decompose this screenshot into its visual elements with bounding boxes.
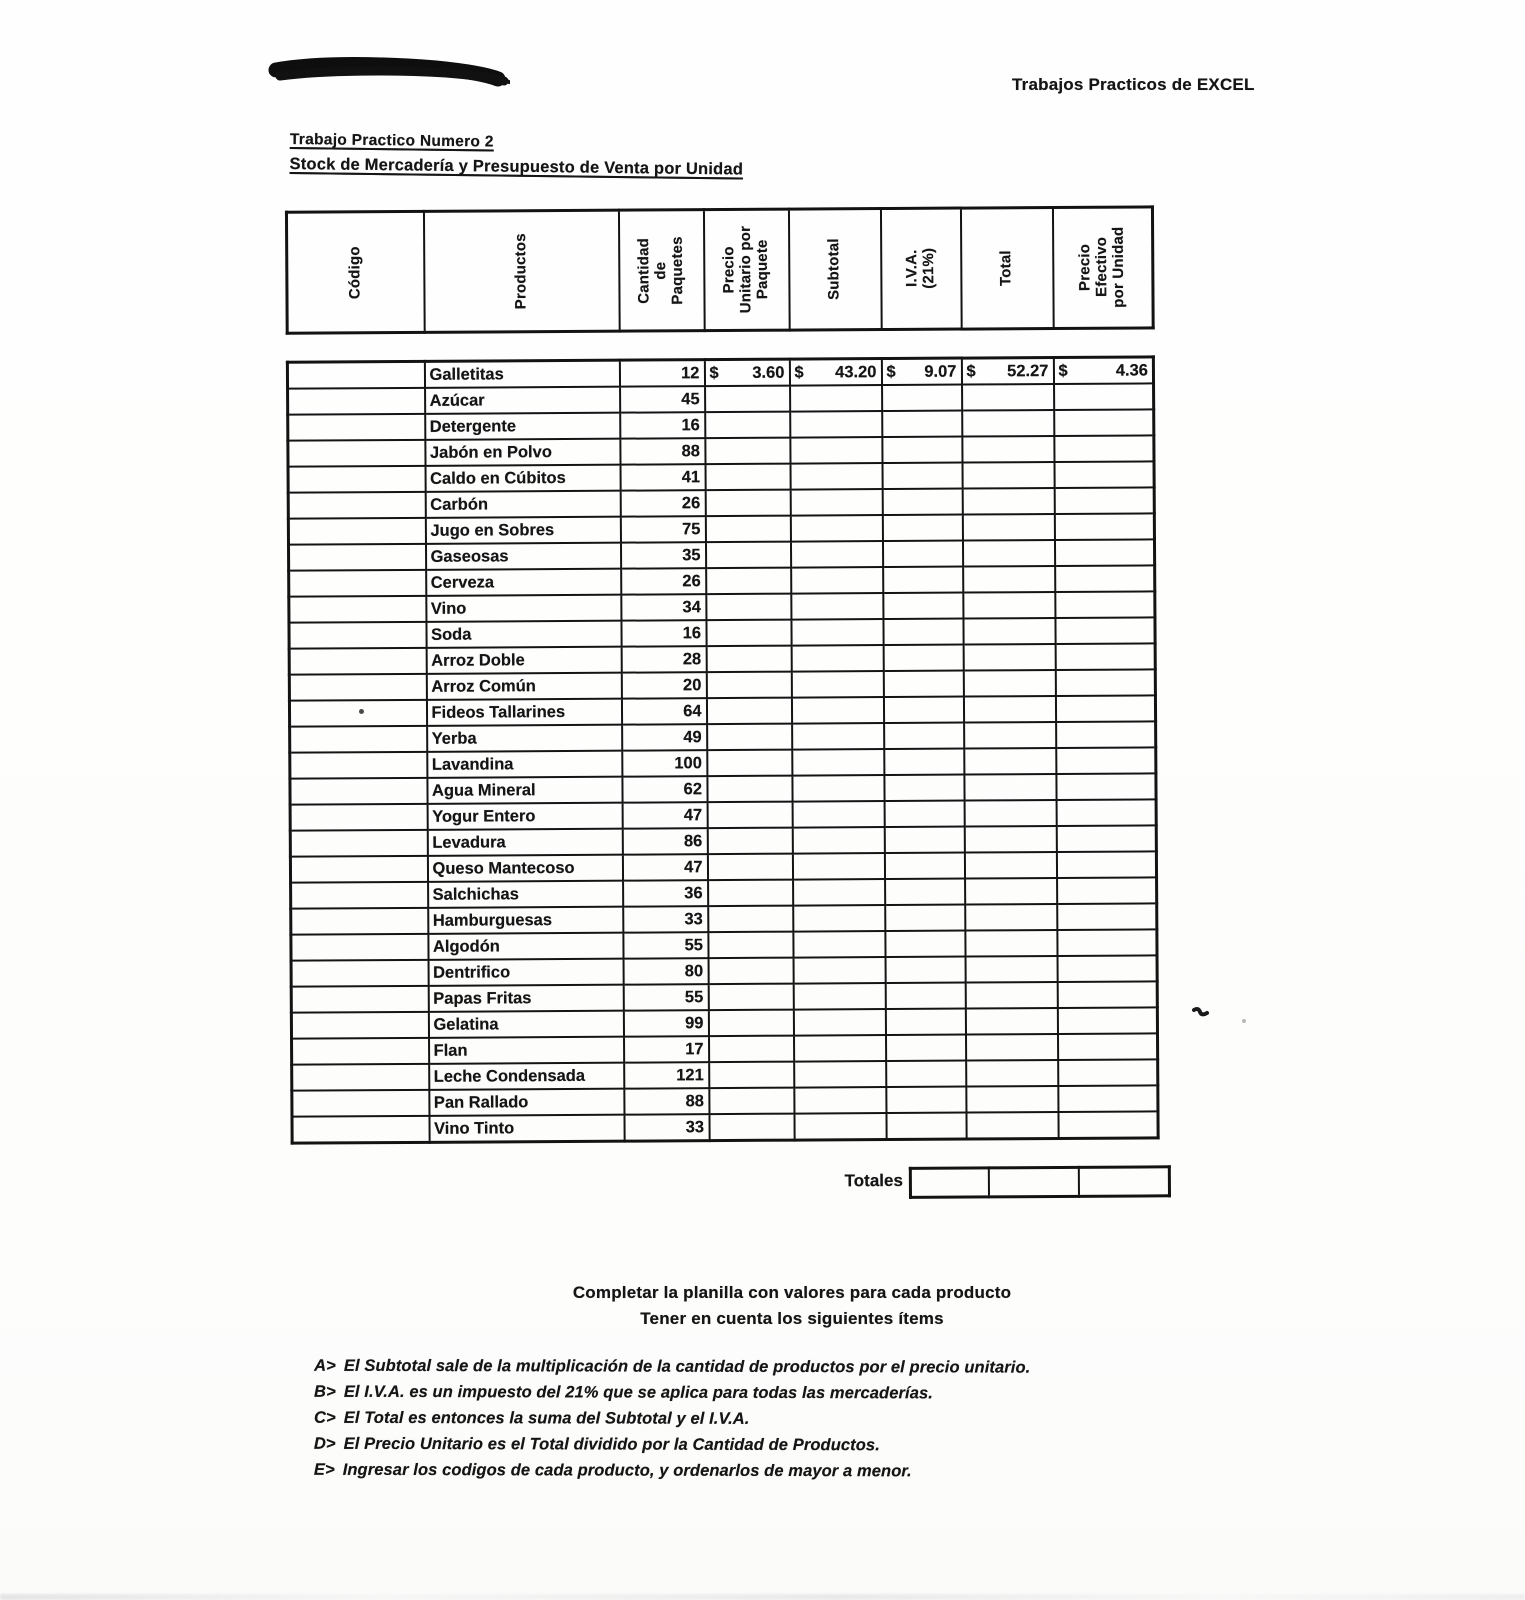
totales-precio-cell <box>1079 1167 1170 1197</box>
precio-efectivo-cell <box>1056 825 1156 852</box>
instruction-item <box>314 1353 1274 1382</box>
codigo-cell <box>292 1116 429 1143</box>
total-cell <box>966 1060 1058 1087</box>
iva-cell <box>882 437 962 463</box>
cantidad-cell: 47 <box>622 854 707 881</box>
subtotal-cell <box>791 645 883 672</box>
producto-cell: Arroz Común <box>426 673 621 700</box>
iva-cell <box>883 619 963 645</box>
iva-cell <box>884 827 964 853</box>
precio-efectivo-cell <box>1058 1111 1158 1138</box>
iva-cell <box>882 385 962 411</box>
producto-cell: Detergente <box>425 413 620 440</box>
total-cell <box>965 956 1057 983</box>
subtotal-cell <box>790 411 882 438</box>
cantidad-cell: 28 <box>621 646 706 673</box>
iva-cell: $ 9.07 <box>881 358 961 385</box>
subtotal-cell <box>792 801 884 828</box>
precio-unitario-cell <box>706 594 791 621</box>
producto-cell: Hamburguesas <box>428 907 623 934</box>
subtotal-cell <box>790 515 882 542</box>
precio-unitario-cell <box>705 438 790 465</box>
cantidad-cell: 34 <box>621 594 706 621</box>
codigo-cell <box>290 856 427 883</box>
producto-cell: Soda <box>426 621 621 648</box>
codigo-cell <box>292 1064 429 1091</box>
codigo-cell <box>291 986 428 1013</box>
iva-cell <box>883 697 963 723</box>
producto-cell: Carbón <box>425 491 620 518</box>
codigo-cell <box>291 908 428 935</box>
total-cell <box>963 592 1055 619</box>
total-cell <box>964 722 1056 749</box>
subtotal-cell <box>791 671 883 698</box>
iva-cell <box>882 463 962 489</box>
precio-efectivo-cell <box>1057 955 1157 982</box>
total-cell <box>964 800 1056 827</box>
codigo-cell <box>288 388 425 415</box>
producto-cell: Gelatina <box>428 1011 623 1038</box>
precio-efectivo-cell <box>1057 929 1157 956</box>
cantidad-cell: 17 <box>624 1036 709 1063</box>
total-cell <box>965 878 1057 905</box>
producto-cell: Vino Tinto <box>429 1115 624 1143</box>
precio-efectivo-cell <box>1058 1059 1158 1086</box>
cantidad-cell: 20 <box>621 672 706 699</box>
codigo-cell <box>289 596 426 623</box>
subtotal-cell <box>793 957 885 984</box>
precio-efectivo-cell <box>1056 721 1156 748</box>
precio-efectivo-cell <box>1054 435 1154 462</box>
iva-cell <box>884 853 964 879</box>
precio-efectivo-cell <box>1055 617 1155 644</box>
precio-unitario-cell <box>707 776 792 803</box>
instruction-item <box>314 1405 1274 1434</box>
cantidad-cell: 45 <box>620 386 705 413</box>
cantidad-cell: 33 <box>623 906 708 933</box>
subtotal-cell <box>792 775 884 802</box>
precio-unitario-cell <box>705 516 790 543</box>
iva-cell <box>883 593 963 619</box>
precio-unitario-cell <box>708 1010 793 1037</box>
document-series-title: Trabajos Practicos de EXCEL <box>1012 75 1255 94</box>
total-cell <box>962 540 1054 567</box>
precio-unitario-cell <box>708 984 793 1011</box>
instruction-text: El Subtotal sale de la multiplicación de la cantidad de productos por el precio unitario. <box>343 1356 1031 1377</box>
subtotal-cell <box>791 593 883 620</box>
total-cell <box>962 462 1054 489</box>
precio-efectivo-cell <box>1054 513 1154 540</box>
instruction-item <box>314 1379 1274 1408</box>
subtotal-cell <box>792 749 884 776</box>
codigo-cell <box>290 778 427 805</box>
cantidad-cell: 55 <box>623 984 708 1011</box>
col-header-precio-unitario: Precio Unitario por Paquete <box>703 209 789 331</box>
iva-cell <box>882 411 962 437</box>
subtotal-cell <box>790 385 882 412</box>
codigo-cell <box>291 934 428 961</box>
table-row <box>292 1111 1158 1143</box>
precio-unitario-cell <box>705 412 790 439</box>
precio-efectivo-cell <box>1057 877 1157 904</box>
totales-total-cell <box>989 1167 1079 1197</box>
precio-efectivo-cell <box>1057 1007 1157 1034</box>
subtotal-cell <box>793 905 885 932</box>
codigo-cell <box>288 518 425 545</box>
precio-efectivo-cell <box>1057 1033 1157 1060</box>
precio-unitario-cell <box>709 1114 794 1141</box>
col-header-total: Total <box>960 208 1053 330</box>
precio-unitario-cell <box>707 854 792 881</box>
producto-cell: Papas Fritas <box>428 985 623 1012</box>
cantidad-cell: 26 <box>620 490 705 517</box>
total-cell <box>963 696 1055 723</box>
subtotal-cell <box>794 1087 886 1114</box>
precio-unitario-cell <box>705 386 790 413</box>
precio-efectivo-cell <box>1054 539 1154 566</box>
total-cell <box>966 1086 1058 1113</box>
producto-cell: Vino <box>426 595 621 622</box>
precio-efectivo-cell <box>1055 695 1155 722</box>
scan-edge-shadow <box>0 1594 1525 1600</box>
subtotal-cell <box>792 827 884 854</box>
iva-cell <box>883 671 963 697</box>
iva-cell <box>885 931 965 957</box>
ink-dot <box>359 709 364 714</box>
header-row <box>286 207 1153 333</box>
total-cell <box>962 436 1054 463</box>
precio-unitario-cell <box>708 880 793 907</box>
total-cell <box>964 774 1056 801</box>
precio-unitario-cell: $ 3.60 <box>704 359 789 386</box>
producto-cell: Fideos Tallarines <box>426 699 621 726</box>
total-cell <box>962 384 1054 411</box>
total-cell <box>965 930 1057 957</box>
cantidad-cell: 47 <box>622 802 707 829</box>
precio-unitario-cell <box>709 1036 794 1063</box>
instruction-key: E> <box>313 1460 335 1479</box>
pen-check-mark <box>1192 1004 1214 1023</box>
subtotal-cell <box>793 1009 885 1036</box>
instruction-item <box>314 1431 1274 1460</box>
cantidad-cell: 33 <box>624 1114 709 1141</box>
precio-unitario-cell <box>706 568 791 595</box>
codigo-cell <box>291 882 428 909</box>
col-header-cantidad: Cantidad de Paquetes <box>618 210 704 332</box>
totales-label: Totales <box>844 1170 903 1191</box>
total-cell: $ 52.27 <box>961 358 1053 385</box>
cantidad-cell: 121 <box>624 1062 709 1089</box>
codigo-cell <box>288 492 425 519</box>
subtotal-cell <box>792 853 884 880</box>
cantidad-cell: 26 <box>621 568 706 595</box>
iva-cell <box>883 645 963 671</box>
producto-cell: Queso Mantecoso <box>427 855 622 882</box>
instructions-heading-line1: Completar la planilla con valores para cada producto <box>572 1283 1012 1302</box>
table-header <box>285 205 1155 334</box>
precio-efectivo-cell: $ 4.36 <box>1053 357 1153 384</box>
instruction-item <box>314 1457 1274 1486</box>
codigo-cell <box>289 700 426 727</box>
producto-cell: Jabón en Polvo <box>425 439 620 466</box>
stock-table-area <box>285 205 1171 1210</box>
subtotal-cell <box>794 1113 886 1140</box>
subtotal-cell <box>790 541 882 568</box>
precio-efectivo-cell <box>1056 799 1156 826</box>
cantidad-cell: 88 <box>624 1088 709 1115</box>
cantidad-cell: 64 <box>621 698 706 725</box>
total-cell <box>964 852 1056 879</box>
cantidad-cell: 88 <box>620 438 705 465</box>
cantidad-cell: 99 <box>623 1010 708 1037</box>
codigo-cell <box>291 960 428 987</box>
precio-unitario-cell <box>706 646 791 673</box>
precio-efectivo-cell <box>1055 643 1155 670</box>
codigo-cell <box>292 1038 429 1065</box>
subtotal-cell <box>790 463 882 490</box>
product-table <box>286 355 1160 1144</box>
codigo-cell <box>292 1090 429 1117</box>
iva-cell <box>885 879 965 905</box>
precio-unitario-cell <box>709 1088 794 1115</box>
worksheet-titles <box>289 131 743 180</box>
total-cell <box>962 410 1054 437</box>
iva-cell <box>882 515 962 541</box>
col-header-iva: I.V.A. (21%) <box>880 208 961 329</box>
instruction-text: El I.V.A. es un impuesto del 21% que se aplica para todas las mercaderías. <box>343 1382 933 1403</box>
iva-cell <box>886 1035 966 1061</box>
precio-unitario-cell <box>708 906 793 933</box>
cantidad-cell: 49 <box>622 724 707 751</box>
producto-cell: Caldo en Cúbitos <box>425 465 620 492</box>
precio-unitario-cell <box>707 802 792 829</box>
codigo-cell <box>287 361 424 388</box>
producto-cell: Jugo en Sobres <box>425 517 620 544</box>
iva-cell <box>883 567 963 593</box>
producto-cell: Gaseosas <box>425 543 620 570</box>
precio-unitario-cell <box>706 698 791 725</box>
cantidad-cell: 36 <box>623 880 708 907</box>
precio-unitario-cell <box>705 490 790 517</box>
cantidad-cell: 12 <box>619 360 704 387</box>
total-cell <box>964 748 1056 775</box>
precio-unitario-cell <box>707 828 792 855</box>
codigo-cell <box>290 752 427 779</box>
instruction-key: A> <box>314 1356 336 1375</box>
codigo-cell <box>289 570 426 597</box>
instruction-key: C> <box>313 1408 336 1427</box>
subtotal-cell <box>790 437 882 464</box>
totales-row <box>910 1167 1169 1198</box>
product-table-body <box>287 357 1158 1143</box>
instruction-text: Ingresar los codigos de cada producto, y ordenarlos de mayor a menor. <box>342 1460 912 1481</box>
codigo-cell <box>288 544 425 571</box>
total-cell <box>965 904 1057 931</box>
cantidad-cell: 100 <box>622 750 707 777</box>
producto-cell: Levadura <box>427 829 622 856</box>
precio-efectivo-cell <box>1057 981 1157 1008</box>
codigo-cell <box>288 414 425 441</box>
instruction-list <box>314 1353 1274 1486</box>
subtotal-cell <box>790 489 882 516</box>
precio-unitario-cell <box>707 724 792 751</box>
instructions-heading-line2: Tener en cuenta los siguientes ítems <box>640 1309 944 1328</box>
pen-scribble-mark <box>266 52 510 96</box>
producto-cell: Dentrifico <box>428 959 623 986</box>
worksheet-title: Trabajo Practico Numero 2 <box>289 131 494 151</box>
instruction-text: El Total es entonces la suma del Subtotal y el I.V.A. <box>343 1408 750 1428</box>
iva-cell <box>884 775 964 801</box>
total-cell <box>964 826 1056 853</box>
cantidad-cell: 16 <box>620 412 705 439</box>
producto-cell: Flan <box>429 1037 624 1064</box>
precio-efectivo-cell <box>1054 487 1154 514</box>
precio-efectivo-cell <box>1055 669 1155 696</box>
iva-cell <box>885 957 965 983</box>
cantidad-cell: 35 <box>620 542 705 569</box>
iva-cell <box>886 1087 966 1113</box>
cantidad-cell: 80 <box>623 958 708 985</box>
iva-cell <box>882 489 962 515</box>
total-cell <box>963 644 1055 671</box>
total-cell <box>962 488 1054 515</box>
producto-cell: Yerba <box>427 725 622 752</box>
producto-cell: Arroz Doble <box>426 647 621 674</box>
producto-cell: Salchichas <box>428 881 623 908</box>
producto-cell: Cerveza <box>426 569 621 596</box>
producto-cell: Pan Rallado <box>429 1089 624 1116</box>
iva-cell <box>884 801 964 827</box>
precio-efectivo-cell <box>1054 383 1154 410</box>
cantidad-cell: 86 <box>622 828 707 855</box>
precio-efectivo-cell <box>1058 1085 1158 1112</box>
precio-unitario-cell <box>705 464 790 491</box>
codigo-cell <box>290 726 427 753</box>
subtotal-cell <box>794 1061 886 1088</box>
cantidad-cell: 16 <box>621 620 706 647</box>
producto-cell: Galletitas <box>424 360 619 388</box>
iva-cell <box>884 723 964 749</box>
totales-iva-cell <box>910 1168 988 1197</box>
subtotal-cell <box>791 697 883 724</box>
precio-unitario-cell <box>706 672 791 699</box>
producto-cell: Azúcar <box>425 387 620 414</box>
iva-cell <box>884 749 964 775</box>
producto-cell: Agua Mineral <box>427 777 622 804</box>
total-cell <box>963 670 1055 697</box>
instruction-text: El Precio Unitario es el Total dividido por la Cantidad de Productos. <box>343 1434 880 1455</box>
precio-efectivo-cell <box>1055 591 1155 618</box>
precio-efectivo-cell <box>1056 773 1156 800</box>
iva-cell <box>886 1061 966 1087</box>
col-header-precio-efectivo: Precio Efectivo por Unidad <box>1052 207 1153 329</box>
codigo-cell <box>288 466 425 493</box>
total-cell <box>965 982 1057 1009</box>
precio-unitario-cell <box>708 958 793 985</box>
subtotal-cell: $ 43.20 <box>789 359 881 386</box>
producto-cell: Lavandina <box>427 751 622 778</box>
cantidad-cell: 62 <box>622 776 707 803</box>
codigo-cell <box>289 674 426 701</box>
subtotal-cell <box>794 1035 886 1062</box>
subtotal-cell <box>791 567 883 594</box>
total-cell <box>966 1112 1058 1139</box>
iva-cell <box>882 541 962 567</box>
codigo-cell <box>291 1012 428 1039</box>
instruction-key: D> <box>313 1434 336 1453</box>
codigo-cell <box>290 804 427 831</box>
subtotal-cell <box>793 931 885 958</box>
precio-efectivo-cell <box>1054 461 1154 488</box>
total-cell <box>962 514 1054 541</box>
instructions-heading <box>62 1280 1522 1332</box>
precio-unitario-cell <box>709 1062 794 1089</box>
subtotal-cell <box>793 983 885 1010</box>
precio-efectivo-cell <box>1056 747 1156 774</box>
worksheet-subtitle: Stock de Mercadería y Presupuesto de Venta por Unidad <box>289 154 744 179</box>
producto-cell: Yogur Entero <box>427 803 622 830</box>
total-cell <box>965 1034 1057 1061</box>
subtotal-cell <box>793 879 885 906</box>
cantidad-cell: 55 <box>623 932 708 959</box>
iva-cell <box>885 983 965 1009</box>
codigo-cell <box>289 648 426 675</box>
precio-unitario-cell <box>707 750 792 777</box>
precio-efectivo-cell <box>1056 851 1156 878</box>
cantidad-cell: 41 <box>620 464 705 491</box>
precio-unitario-cell <box>706 620 791 647</box>
iva-cell <box>885 1009 965 1035</box>
col-header-codigo: Código <box>286 211 424 333</box>
precio-efectivo-cell <box>1054 409 1154 436</box>
subtotal-cell <box>791 619 883 646</box>
codigo-cell <box>288 440 425 467</box>
total-cell <box>963 566 1055 593</box>
codigo-cell <box>289 622 426 649</box>
col-header-productos: Productos <box>423 210 619 332</box>
instruction-key: B> <box>314 1382 336 1401</box>
total-cell <box>963 618 1055 645</box>
col-header-subtotal: Subtotal <box>788 209 881 331</box>
total-cell <box>965 1008 1057 1035</box>
scan-speck <box>1242 1019 1246 1023</box>
totales-box <box>909 1165 1171 1199</box>
producto-cell: Leche Condensada <box>429 1063 624 1090</box>
precio-unitario-cell <box>708 932 793 959</box>
iva-cell <box>885 905 965 931</box>
cantidad-cell: 75 <box>620 516 705 543</box>
producto-cell: Algodón <box>428 933 623 960</box>
iva-cell <box>886 1113 966 1140</box>
precio-efectivo-cell <box>1057 903 1157 930</box>
subtotal-cell <box>792 723 884 750</box>
codigo-cell <box>290 830 427 857</box>
precio-unitario-cell <box>705 542 790 569</box>
precio-efectivo-cell <box>1055 565 1155 592</box>
